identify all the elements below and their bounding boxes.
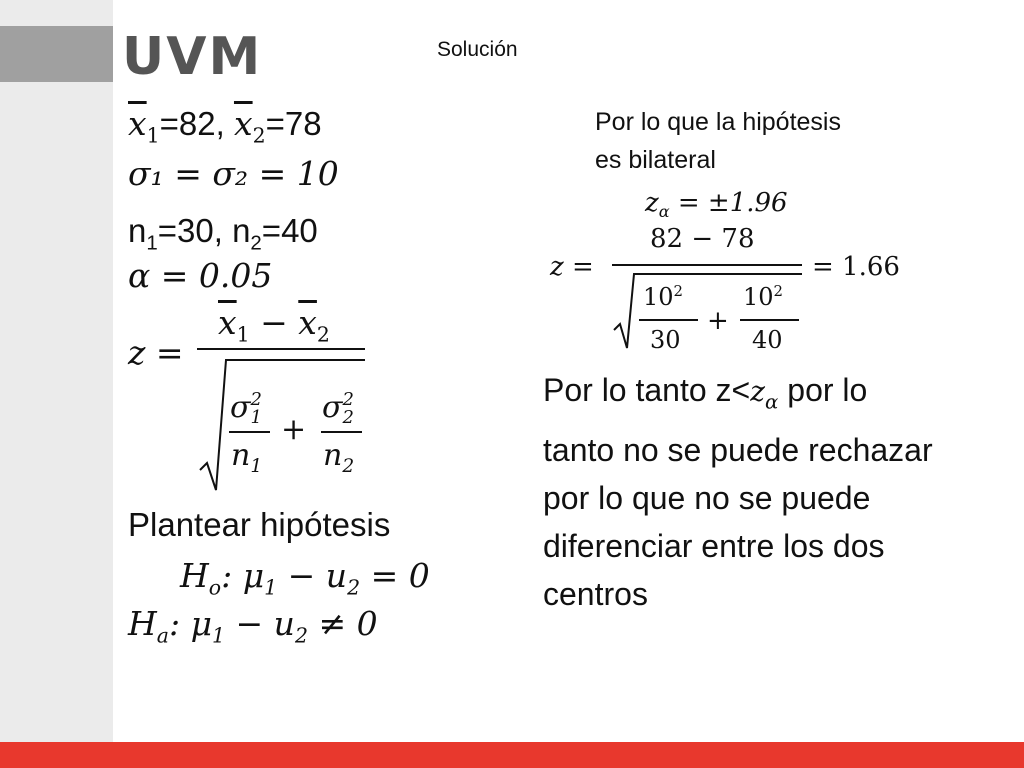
n2-den: n [323,438,343,473]
mean-x2-sub: 2 [252,123,266,148]
num-minus: − [249,303,299,342]
mean-x1: $\overline{x}$ [128,104,147,143]
h0-u: − u [277,556,348,595]
mean-x2-value: =78 [265,105,322,142]
n1-den-sub: 1 [250,456,263,477]
ha-H: H [128,604,157,643]
ha-end: ≠ 0 [307,604,378,643]
z-calc-numerator: 82 − 78 [650,224,755,254]
sigma1-sub: 1 [250,407,262,428]
sigma2-sub: 2 [342,407,354,428]
sigma2: σ [322,390,343,425]
intro-line-2: es bilateral [595,146,716,174]
mean-x2: $\overline{x}$ [233,104,253,143]
sigma2-sup: 2 [342,389,354,410]
num-x1-sub: 1 [236,322,250,347]
z-calc-lhs: z = [550,252,594,282]
num-x2: $\overline{x}$ [298,303,317,342]
h0-u-sub: 2 [347,575,361,600]
hypothesis-title: Plantear hipótesis [128,506,391,543]
h0-end: = 0 [360,556,430,595]
calc-term2-denominator: 40 [752,326,783,354]
z-alpha-sub: α [658,202,670,222]
term-plus: + [281,412,307,447]
mean-x1-sub: 1 [146,123,160,148]
conclusion-z: z [750,375,765,408]
z-formula-lhs: z = [128,333,184,372]
slide-title: Solución [437,38,518,61]
ha-mu: : μ [168,604,213,643]
alpha-line: α = 0.05 [128,256,273,295]
sigma1: σ [230,390,251,425]
n1-den: n [231,438,251,473]
z-alpha-value: = ±1.96 [669,188,788,218]
conclusion-pre: Por lo tanto z< [543,372,751,408]
calc-term1-denominator: 30 [650,326,681,354]
ha-u-sub: 2 [294,623,308,648]
calc-term2-numerator [743,282,783,311]
calc-plus: + [707,306,729,336]
calc-t2-sup: 2 [773,282,784,300]
num-x2-sub: 2 [316,322,330,347]
calc-t2-num: 10 [743,283,774,311]
ha-u: − u [225,604,295,643]
h0-H: H [180,556,209,595]
h0-mu: : μ [221,556,265,595]
ha-sub: a [156,623,169,648]
sigmas-line: σ₁ = σ₂ = 10 [128,154,339,193]
h0-mu-sub: 1 [264,575,278,600]
conclusion-post: por lo tanto no se puede rechazar por lo que no se puede diferenciar entre los dos centros [543,372,933,613]
conclusion-text [543,366,943,618]
calc-t1-num: 10 [643,283,674,311]
n2-sub: 2 [250,231,262,255]
mean-x1-value: =82, [159,105,234,142]
h0-sub: o [208,575,222,600]
calc-term1-numerator [643,282,683,311]
num-x1: $\overline{x}$ [218,303,237,342]
calc-t1-sup: 2 [673,282,684,300]
n2-value: =40 [261,212,318,249]
intro-line-1: Por lo que la hipótesis [595,108,841,136]
calc-result: = 1.66 [812,252,900,282]
n2-label: n [232,212,251,249]
logo-text: UVM [122,30,263,80]
n1-sub: 1 [146,231,158,255]
z-alpha-z: z [645,188,659,218]
conclusion-z-sub: α [765,390,779,414]
n2-den-sub: 2 [342,456,355,477]
ha-mu-sub: 1 [212,623,226,648]
sigma1-sup: 2 [250,389,262,410]
n1-value: =30, [157,212,233,249]
n1-label: n [128,212,147,249]
